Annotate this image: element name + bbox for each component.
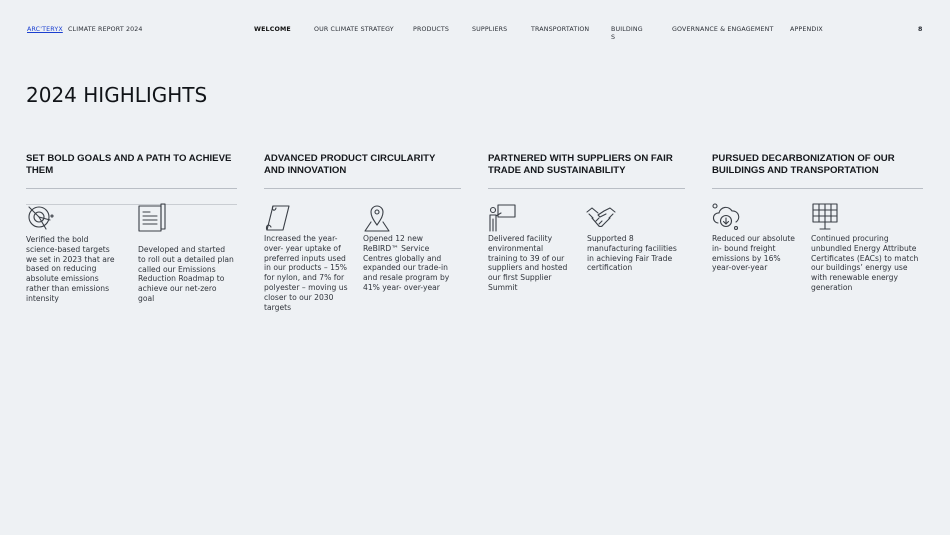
top-navigation: [0, 0, 950, 45]
presenter-icon: [487, 203, 517, 233]
highlight-rebird-centres: Opened 12 new ReBIRD™ Service Centres globally and expanded our trade-in and resale program by 41% year- over-year: [363, 234, 450, 292]
highlight-supplier-training: Delivered facility environmental training to 39 of our suppliers and hosted our first Supplier Summit: [488, 234, 568, 292]
highlight-preferred-inputs: Increased the year-over- year uptake of preferred inputs used in our products – 15% for nylon, and 7% for polyester – moving us closer to our 2030 targets: [264, 234, 348, 312]
section-heading-circularity: ADVANCED PRODUCT CIRCULARITY AND INNOVATION: [264, 153, 436, 176]
highlight-fair-trade: Supported 8 manufacturing facilities in achieving Fair Trade certification: [587, 234, 677, 273]
nav-governance-engagement[interactable]: GOVERNANCE & ENGAGEMENT: [672, 26, 774, 33]
solar-panel-icon: [810, 202, 840, 232]
nav-buildings[interactable]: BUILDINGS: [611, 26, 643, 41]
highlight-roadmap: Developed and started to roll out a detailed plan called our Emissions Reduction Roadmap to achieve our net-zero goal: [138, 245, 234, 303]
highlight-science-targets: Verified the bold science-based targets we set in 2023 that are based on reducing absolute emissions rather than emissions intensity: [26, 235, 115, 303]
nav-products[interactable]: PRODUCTS: [413, 26, 450, 33]
nav-appendix[interactable]: APPENDIX: [790, 26, 823, 33]
divider-suppliers: [488, 188, 685, 189]
document-icon: [137, 203, 167, 233]
page-number: 8: [918, 26, 923, 33]
nav-our-climate-strategy[interactable]: OUR CLIMATE STRATEGY: [314, 26, 394, 33]
section-heading-suppliers: PARTNERED WITH SUPPLIERS ON FAIR TRADE AND SUSTAINABILITY: [488, 153, 673, 176]
section-heading-decarbonization: PURSUED DECARBONIZATION OF OUR BUILDINGS AND TRANSPORTATION: [712, 153, 895, 176]
highlight-freight-emissions: Reduced our absolute in- bound freight emissions by 16% year-over-year: [712, 234, 795, 273]
nav-suppliers[interactable]: SUPPLIERS: [472, 26, 508, 33]
nav-welcome[interactable]: WELCOME: [254, 26, 291, 33]
fabric-roll-icon: [263, 203, 293, 233]
nav-transportation[interactable]: TRANSPORTATION: [531, 26, 590, 33]
emissions-cloud-icon: [711, 202, 741, 232]
divider-decarbonization: [712, 188, 923, 189]
handshake-icon: [586, 203, 616, 233]
page-title: 2024 HIGHLIGHTS: [26, 83, 208, 107]
report-title: CLIMATE REPORT 2024: [68, 26, 143, 33]
divider-circularity: [264, 188, 461, 189]
divider-goals: [26, 188, 237, 189]
section-heading-goals: SET BOLD GOALS AND A PATH TO ACHIEVE THEM: [26, 153, 232, 176]
target-icon: [26, 203, 56, 233]
highlight-energy-certificates: Continued procuring unbundled Energy Attribute Certificates (EACs) to match our buildings’ energy use with renewable energy generation: [811, 234, 919, 292]
divider-goals-secondary: [26, 204, 237, 205]
brand-link[interactable]: ARC'TERYX: [27, 26, 63, 33]
map-pin-icon: [362, 203, 392, 233]
